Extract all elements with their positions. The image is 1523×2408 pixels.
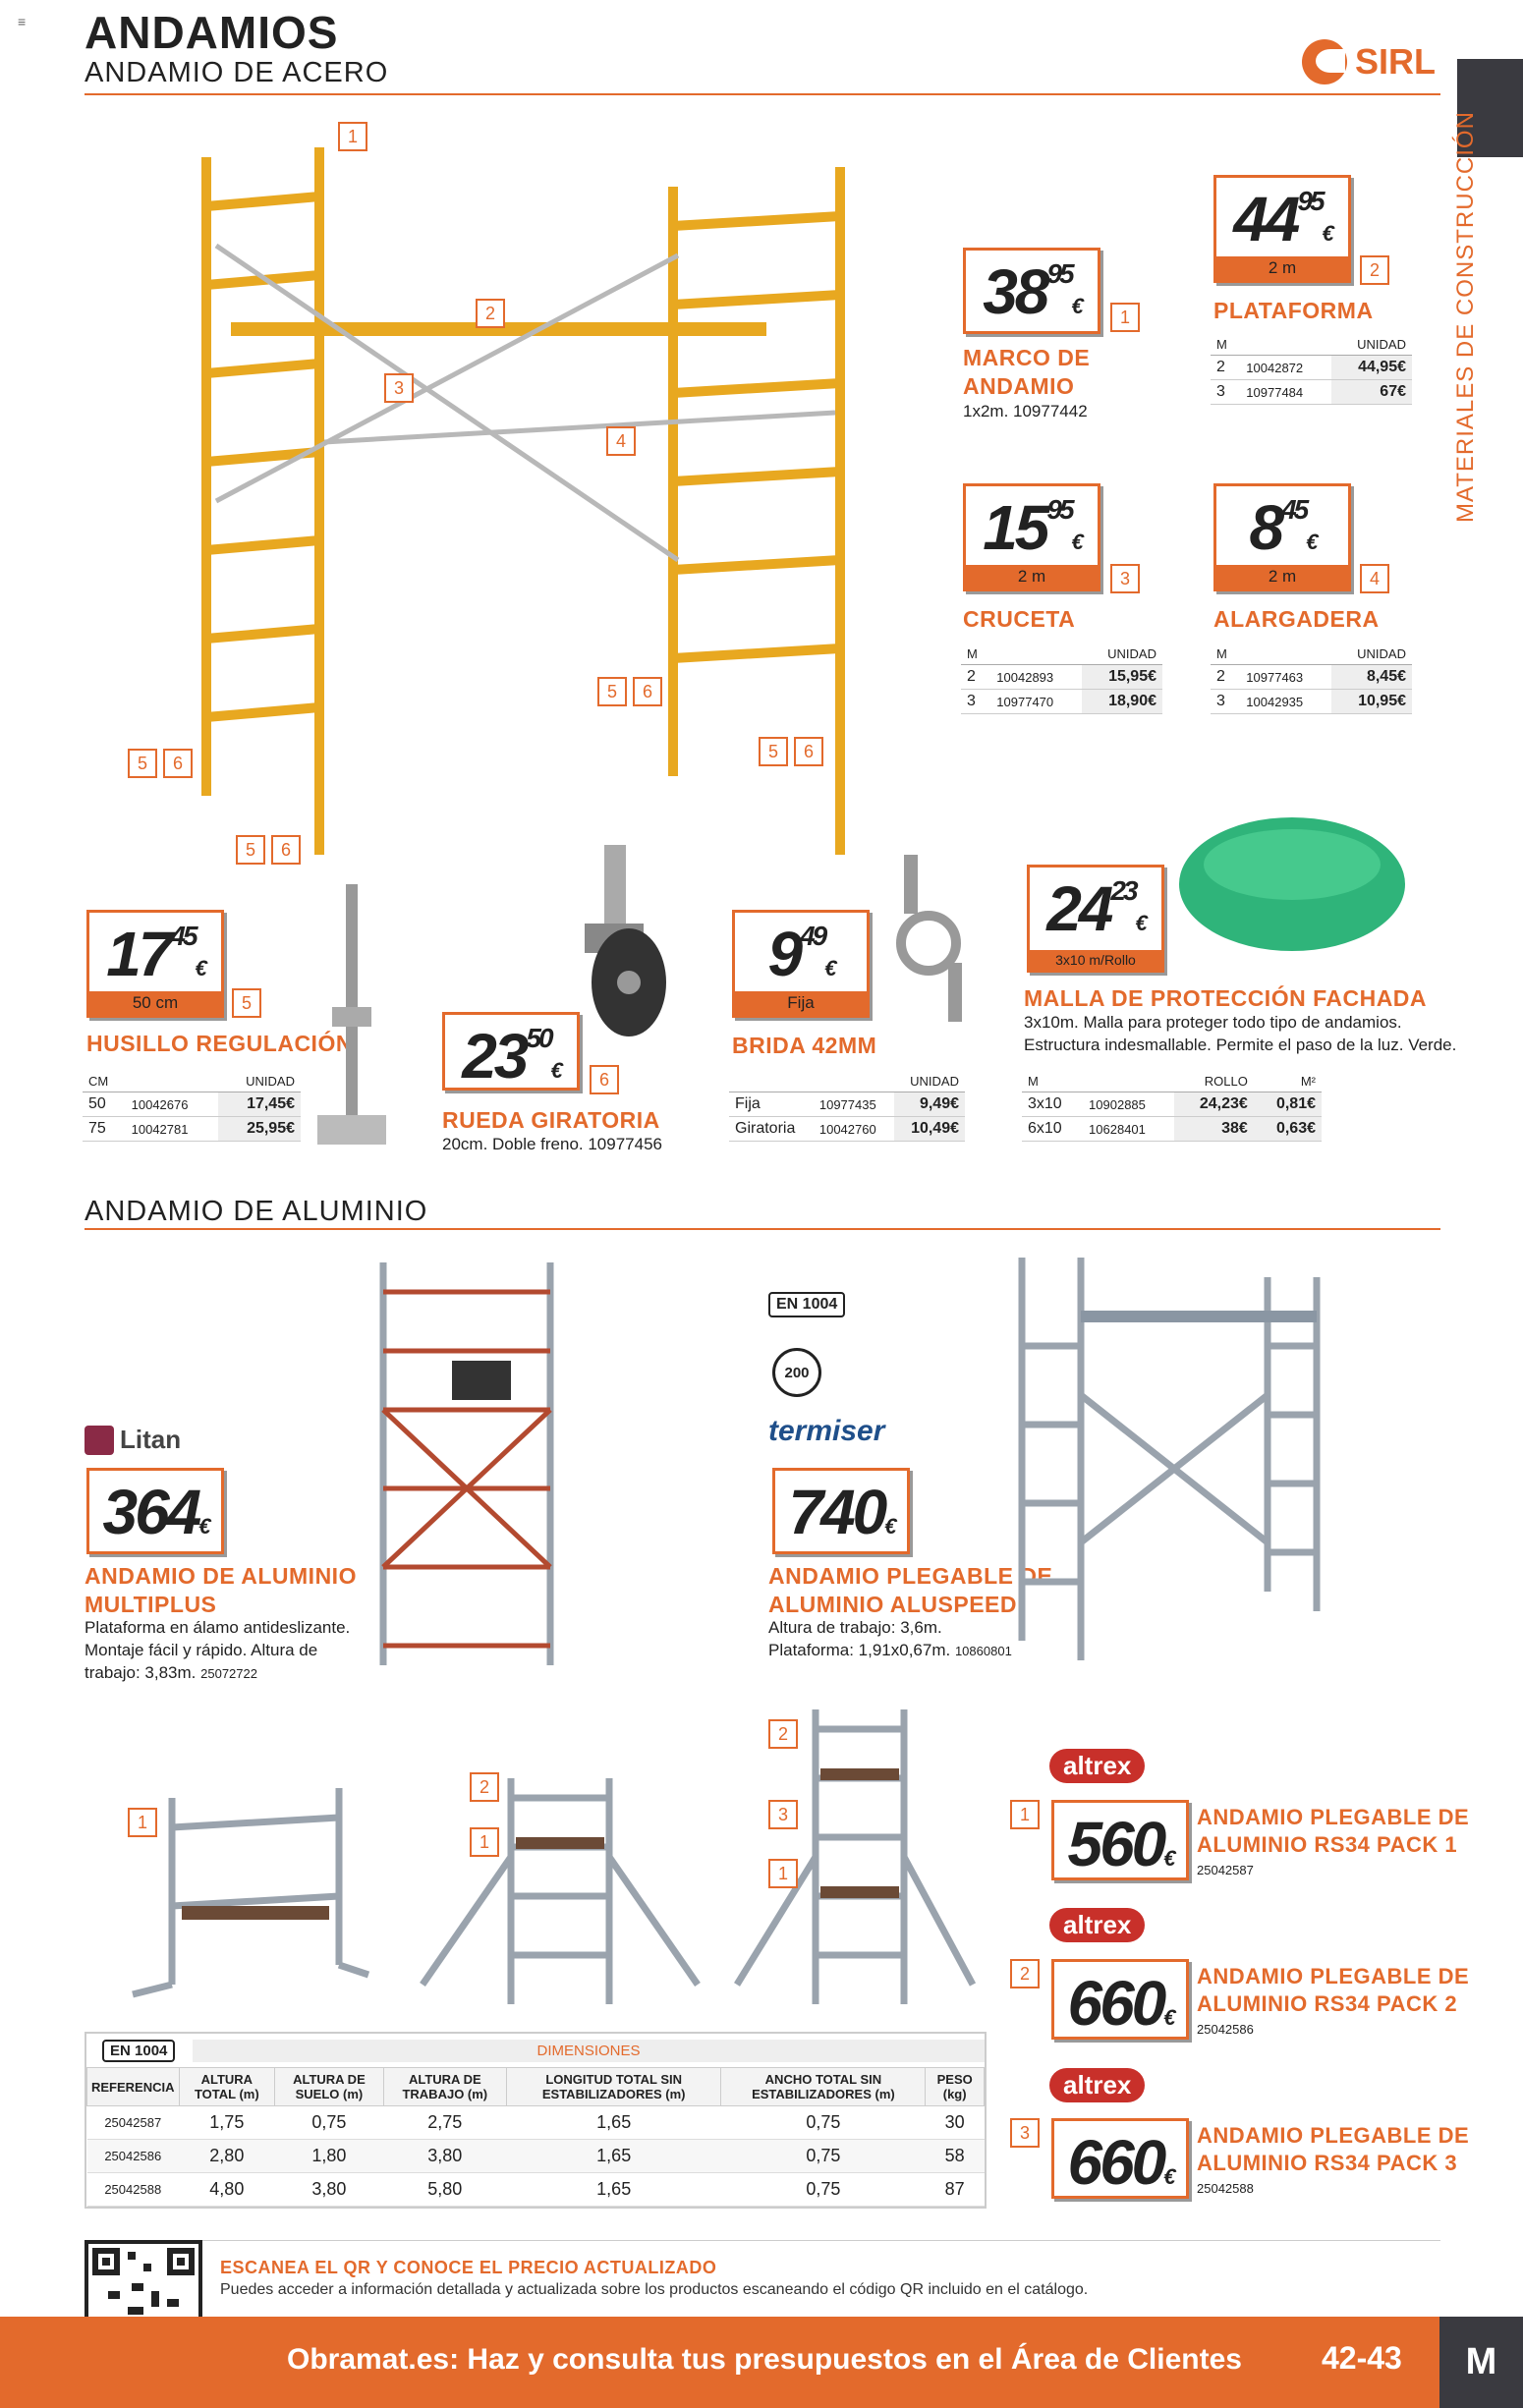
table-plataforma: M UNIDAD 2 10042872 44,95€ 3 10977484 67€ bbox=[1211, 334, 1412, 405]
corner-mark: ≡ bbox=[18, 14, 27, 29]
rs34-tag-1b: 1 bbox=[470, 1827, 499, 1857]
price-pack2: 660€ bbox=[1051, 1959, 1189, 2040]
tag-pack1: 1 bbox=[1010, 1800, 1040, 1829]
product-name-plataforma: PLATAFORMA bbox=[1213, 298, 1374, 323]
price-pack3: 660€ bbox=[1051, 2118, 1189, 2199]
section-title-steel: ANDAMIO DE ACERO bbox=[85, 57, 389, 88]
screw-jack-illustration bbox=[312, 879, 391, 1154]
rs34-tag-3: 3 bbox=[768, 1800, 798, 1829]
clamp-illustration bbox=[884, 855, 983, 1032]
product-name-rueda: RUEDA GIRATORIA bbox=[442, 1107, 660, 1133]
rs34-tag-1c: 1 bbox=[768, 1859, 798, 1888]
rs34-pack2-illustration bbox=[413, 1759, 707, 2024]
litan-logo-icon bbox=[85, 1426, 114, 1455]
table-alargadera: M UNIDAD 2 10977463 8,45€ 3 10042935 10,95€ bbox=[1211, 644, 1412, 714]
product-name-multiplus: ANDAMIO DE ALUMINIO MULTIPLUS bbox=[85, 1563, 357, 1617]
product-desc-malla: 3x10m. Malla para proteger todo tipo de andamios. Estructura indesmallable. Permite el paso de la luz. Verde. bbox=[1024, 1013, 1457, 1054]
price-pack1: 560€ bbox=[1051, 1800, 1189, 1880]
qr-text: Puedes acceder a información detallada y actualizada sobre los productos escaneando el código QR incluido en el catálogo. bbox=[220, 2281, 1089, 2298]
safety-net-illustration bbox=[1174, 806, 1410, 963]
diagram-tag-6c: 6 bbox=[794, 737, 823, 766]
tag-cruceta: 3 bbox=[1110, 564, 1140, 593]
diagram-tag-3: 3 bbox=[384, 373, 414, 403]
rs34-tag-2a: 2 bbox=[470, 1772, 499, 1802]
product-name-aluspeed: ANDAMIO PLEGABLE DE ALUMINIO ALUSPEED bbox=[768, 1563, 1053, 1617]
price-alargadera: $8^{45}€$ 2 m bbox=[1213, 483, 1351, 591]
product-name-brida: BRIDA 42MM bbox=[732, 1033, 877, 1058]
diagram-tag-6d: 6 bbox=[271, 835, 301, 865]
rs34-pack1-illustration bbox=[123, 1768, 378, 2024]
brand-logo bbox=[1302, 39, 1436, 84]
ref-pack2: 25042586 bbox=[1197, 2022, 1254, 2037]
tag-rueda: 6 bbox=[590, 1065, 619, 1094]
diagram-tag-5b: 5 bbox=[128, 749, 157, 778]
page-title: ANDAMIOS bbox=[85, 7, 339, 58]
dimensions-table: REFERENCIA ALTURA TOTAL (m) ALTURA DE SUELO (m) ALTURA DE TRABAJO (m) LONGITUD TOTAL SIN ESTABILIZADORES (m) ANCHO TOTAL SIN ESTABILIZADORES (m) PESO (kg) 25042587 1,75 0,75 2,75 1,65 0,75 30 25042586 2,80 1,80 3,80 1,65 0,75 58 25042588 4,80 3,80 5,80 1,65 0,75 87 bbox=[86, 2067, 985, 2207]
dims-en1004-badge: EN 1004 bbox=[102, 2040, 175, 2062]
product-name-marco: MARCO DE ANDAMIO bbox=[963, 345, 1091, 399]
price-brida: $9^{49}€$ Fija bbox=[732, 910, 870, 1018]
diagram-tag-1: 1 bbox=[338, 122, 367, 151]
load-badge: 200 bbox=[772, 1348, 821, 1397]
rs34-tag-2b: 2 bbox=[768, 1719, 798, 1749]
table-row: 25042586 2,80 1,80 3,80 1,65 0,75 58 bbox=[87, 2140, 985, 2173]
brand-litan: Litan bbox=[85, 1425, 181, 1455]
diagram-tag-4: 4 bbox=[606, 426, 636, 456]
sirl-logo-icon bbox=[1302, 39, 1347, 84]
price-malla: $24^{23}€$ 3x10 m/Rollo bbox=[1027, 865, 1164, 973]
qr-rule bbox=[85, 2240, 1440, 2241]
product-name-pack1: ANDAMIO PLEGABLE DE ALUMINIO RS34 PACK 1 bbox=[1197, 1805, 1470, 1857]
tag-pack3: 3 bbox=[1010, 2118, 1040, 2148]
product-desc-multiplus: Plataforma en álamo antideslizante. Montaje fácil y rápido. Altura de trabajo: 3,83m. 25072722 bbox=[85, 1618, 351, 1682]
price-plataforma: $44^{95}€$ 2 m bbox=[1213, 175, 1351, 283]
table-row: 25042587 1,75 0,75 2,75 1,65 0,75 30 bbox=[87, 2106, 985, 2140]
product-name-pack2: ANDAMIO PLEGABLE DE ALUMINIO RS34 PACK 2 bbox=[1197, 1964, 1470, 2016]
brand-altrex-2: altrex bbox=[1049, 1908, 1145, 1942]
product-name-malla: MALLA DE PROTECCIÓN FACHADA bbox=[1024, 985, 1428, 1011]
en1004-badge: EN 1004 bbox=[768, 1292, 845, 1317]
diagram-tag-6b: 6 bbox=[163, 749, 193, 778]
table-row: 25042588 4,80 3,80 5,80 1,65 0,75 87 bbox=[87, 2173, 985, 2207]
price-aluspeed: 740€ bbox=[772, 1468, 910, 1554]
section-rule bbox=[85, 1228, 1440, 1230]
brand-altrex-3: altrex bbox=[1049, 2068, 1145, 2102]
price-marco: $38^{95}€$ bbox=[963, 248, 1100, 334]
tag-marco: 1 bbox=[1110, 303, 1140, 332]
diagram-tag-6a: 6 bbox=[633, 677, 662, 706]
rs34-pack3-illustration bbox=[727, 1700, 983, 2024]
product-desc-rueda: 20cm. Doble freno. 10977456 bbox=[442, 1135, 662, 1153]
product-name-pack3: ANDAMIO PLEGABLE DE ALUMINIO RS34 PACK 3 bbox=[1197, 2123, 1470, 2175]
multiplus-scaffold-illustration bbox=[364, 1253, 580, 1675]
diagram-tag-2: 2 bbox=[476, 299, 505, 328]
tag-plataforma: 2 bbox=[1360, 255, 1389, 285]
tag-alargadera: 4 bbox=[1360, 564, 1389, 593]
table-husillo: CM UNIDAD 50 10042676 17,45€ 75 10042781 25,95€ bbox=[83, 1071, 301, 1142]
product-desc-aluspeed: Altura de trabajo: 3,6m. Plataforma: 1,91x0,67m. 10860801 bbox=[768, 1618, 1012, 1659]
brand-name: SIRL bbox=[1355, 41, 1437, 82]
product-name-alargadera: ALARGADERA bbox=[1213, 606, 1380, 632]
side-category-label: MATERIALES DE CONSTRUCCIÓN bbox=[1452, 111, 1479, 523]
product-name-husillo: HUSILLO REGULACIÓN bbox=[86, 1031, 353, 1056]
page-numbers: 42-43 bbox=[1322, 2340, 1402, 2376]
rs34-tag-1: 1 bbox=[128, 1808, 157, 1837]
obramat-logo: M bbox=[1439, 2317, 1523, 2408]
diagram-tag-5d: 5 bbox=[236, 835, 265, 865]
ref-pack1: 25042587 bbox=[1197, 1863, 1254, 1877]
product-desc-marco: 1x2m. 10977442 bbox=[963, 402, 1088, 420]
qr-title: ESCANEA EL QR Y CONOCE EL PRECIO ACTUALIZADO bbox=[220, 2258, 717, 2277]
diagram-tag-5c: 5 bbox=[759, 737, 788, 766]
table-brida: UNIDAD Fija 10977435 9,49€ Giratoria 10042760 10,49€ bbox=[729, 1071, 965, 1142]
section-title-aluminium: ANDAMIO DE ALUMINIO bbox=[85, 1196, 428, 1227]
table-malla: M ROLLO M² 3x10 10902885 24,23€ 0,81€ 6x10 10628401 38€ 0,63€ bbox=[1022, 1071, 1322, 1142]
ref-pack3: 25042588 bbox=[1197, 2181, 1254, 2196]
table-cruceta: M UNIDAD 2 10042893 15,95€ 3 10977470 18,90€ bbox=[961, 644, 1162, 714]
footer-text[interactable]: Obramat.es: Haz y consulta tus presupuestos en el Área de Clientes bbox=[287, 2343, 1242, 2376]
header-rule bbox=[85, 93, 1440, 95]
product-name-cruceta: CRUCETA bbox=[963, 606, 1076, 632]
brand-altrex-1: altrex bbox=[1049, 1749, 1145, 1783]
brand-termiser: termiser bbox=[768, 1415, 885, 1447]
price-multiplus: 364€ bbox=[86, 1468, 224, 1554]
price-rueda: $23^{50}€$ bbox=[442, 1012, 580, 1091]
tag-pack2: 2 bbox=[1010, 1959, 1040, 1988]
dimensions-group-header: DIMENSIONES bbox=[193, 2040, 985, 2062]
price-cruceta: $15^{95}€$ 2 m bbox=[963, 483, 1100, 591]
price-husillo: $17^{45}€$ 50 cm bbox=[86, 910, 224, 1018]
tag-husillo: 5 bbox=[232, 988, 261, 1018]
aluspeed-scaffold-illustration bbox=[1002, 1248, 1341, 1680]
diagram-tag-5a: 5 bbox=[597, 677, 627, 706]
